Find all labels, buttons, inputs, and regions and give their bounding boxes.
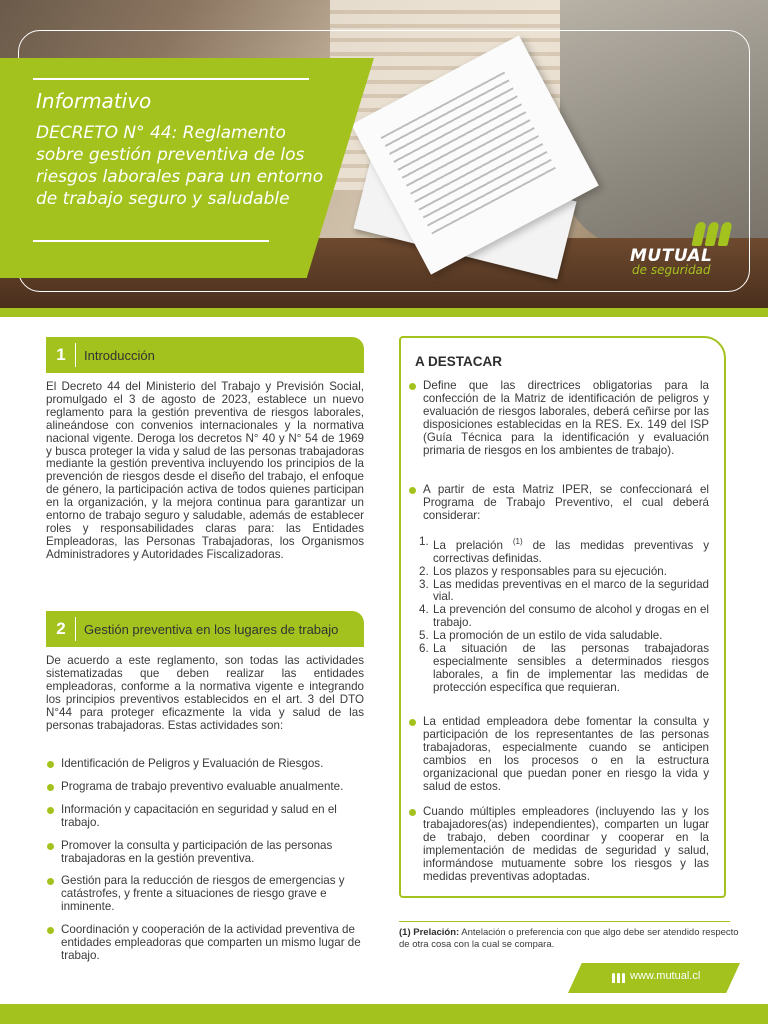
activities-list: [46, 758, 366, 963]
title-divider-bottom: [33, 240, 269, 242]
list-item: Identificación de Peligros y Evaluación de Riesgos.: [46, 758, 366, 771]
header-subtitle: Informativo: [36, 89, 152, 113]
section-number: 1: [46, 337, 76, 373]
list-item: Coordinación y cooperación de la actividad preventiva de entidades empleadoras que comparten un mismo lugar de trabajo.: [46, 924, 366, 963]
numbered-item: 2. Los plazos y responsables para su ejecución.: [419, 564, 667, 578]
highlights-list-1: [409, 380, 709, 457]
numbered-item: 5. La promoción de un estilo de vida saludable.: [419, 629, 663, 643]
logo-name: MUTUAL: [630, 246, 713, 266]
footnote-term: (1) Prelación:: [399, 927, 460, 938]
section-1-header: [46, 337, 364, 373]
list-item: Gestión para la reducción de riesgos de emergencias y catástrofes, y frente a situaciones de riesgo grave e inminente.: [46, 875, 366, 914]
section-title: Gestión preventiva en los lugares de trabajo: [84, 621, 339, 637]
website-link[interactable]: www.mutual.cl: [630, 970, 701, 982]
list-item: Información y capacitación en seguridad y salud en el trabajo.: [46, 804, 366, 830]
mutual-logo-icon: [692, 222, 732, 248]
footer-bar: [0, 1004, 768, 1024]
list-item: Promover la consulta y participación de las personas trabajadoras en la gestión preventiva.: [46, 840, 366, 866]
list-item: Cuando múltiples empleadores (incluyendo las y los trabajadores(as) independientes), comparten un lugar de trabajo, deben coordinar y cooperar en la implementación de medidas de seguridad y salud, informándose mutuamente sobre los riesgos y las medidas preventivas adoptadas.: [409, 806, 709, 883]
section-2-header: [46, 611, 364, 647]
intro-paragraph: El Decreto 44 del Ministerio del Trabajo y Previsión Social, promulgado el 3 de agosto de 2023, establece un nuevo reglamento para la gestión preventiva de riesgos laborales, alineándose con convenios internacionales y la normativa nacional vigente. Deroga los decretos N° 40 y N° 54 de 1969 y busca proteger la vida y salud de las personas trabajadoras mediante la gestión preventiva incluyendo los principios de la prevención de riesgos desde el diseño del trabajo, el enfoque de género, la participación activa de todos quienes participan en la organización, y la mejora continua para garantizar un entorno de trabajo seguro y saludable, además de establecer roles y responsabilidades claras para: las Entidades Empleadoras, las Personas Trabajadoras, los Organismos Administradores y Autoridades Fiscalizadoras.: [46, 380, 364, 561]
highlights-box: [399, 336, 726, 898]
list-item: Define que las directrices obligatorias para la confección de la Matriz de identificación de peligros y evaluación de riesgos laborales, deberá ceñirse por las disposiciones establecidas en la RES. Ex. 149 del ISP (Guía Técnica para la identificación y evaluación primaria de riesgos en los ambientes de trabajo).: [409, 380, 709, 457]
footnote: [399, 927, 739, 951]
list-item: La entidad empleadora debe fomentar la consulta y participación de los representantes de las personas trabajadoras, especialmente cuando se anticipen cambios en los procesos o en la estructura organizacional que puedan poner en riesgo la vida y salud de estos.: [409, 716, 709, 793]
numbered-item: 1. La prelación $^{(1)}$ de las medidas preventivas y correctivas definidas.: [419, 535, 709, 565]
mutual-small-logo-icon: [612, 972, 626, 984]
section-title: Introducción: [84, 347, 155, 363]
highlights-list-3: [409, 716, 709, 793]
title-divider-top: [33, 78, 309, 80]
highlights-title: A DESTACAR: [415, 354, 502, 369]
list-item: A partir de esta Matriz IPER, se confeccionará el Programa de Trabajo Preventivo, el cual deberá considerar:: [409, 484, 709, 523]
header-accent-rule: [0, 308, 768, 317]
list-item: Programa de trabajo preventivo evaluable anualmente.: [46, 781, 366, 794]
highlights-list-4: [409, 806, 709, 883]
logo-tagline: de seguridad: [632, 263, 711, 277]
section-2-paragraph: De acuerdo a este reglamento, son todas las actividades sistematizadas que deben realizar las entidades empleadoras, conforme a la normativa vigente e integrando los principios preventivos establecidos en el art. 3 del DTO N°44 para proteger eficazmente la vida y salud de las personas trabajadoras. Estas actividades son:: [46, 654, 364, 732]
program-requirements-list: [419, 536, 709, 695]
numbered-item: 3. Las medidas preventivas en el marco de la seguridad vial.: [419, 577, 709, 604]
footnote-divider: [399, 921, 730, 922]
footnote-definition: Antelación o preferencia con que algo debe ser atendido respecto de otra cosa con la cual se compara.: [399, 927, 739, 950]
mutual-logo: [630, 222, 748, 280]
numbered-item: 6. La situación de las personas trabajadoras especialmente sensibles a determinados riesgos laborales, a fin de implementar las medidas de protección específica que requieran.: [419, 642, 709, 694]
section-number: 2: [46, 611, 76, 647]
numbered-item: 4. La prevención del consumo de alcohol y drogas en el trabajo.: [419, 603, 709, 630]
header-photo: [0, 0, 768, 308]
page-title: DECRETO N° 44: Reglamento sobre gestión preventiva de los riesgos laborales para un entorno de trabajo seguro y saludable: [36, 123, 324, 209]
highlights-list-2: [409, 484, 709, 523]
